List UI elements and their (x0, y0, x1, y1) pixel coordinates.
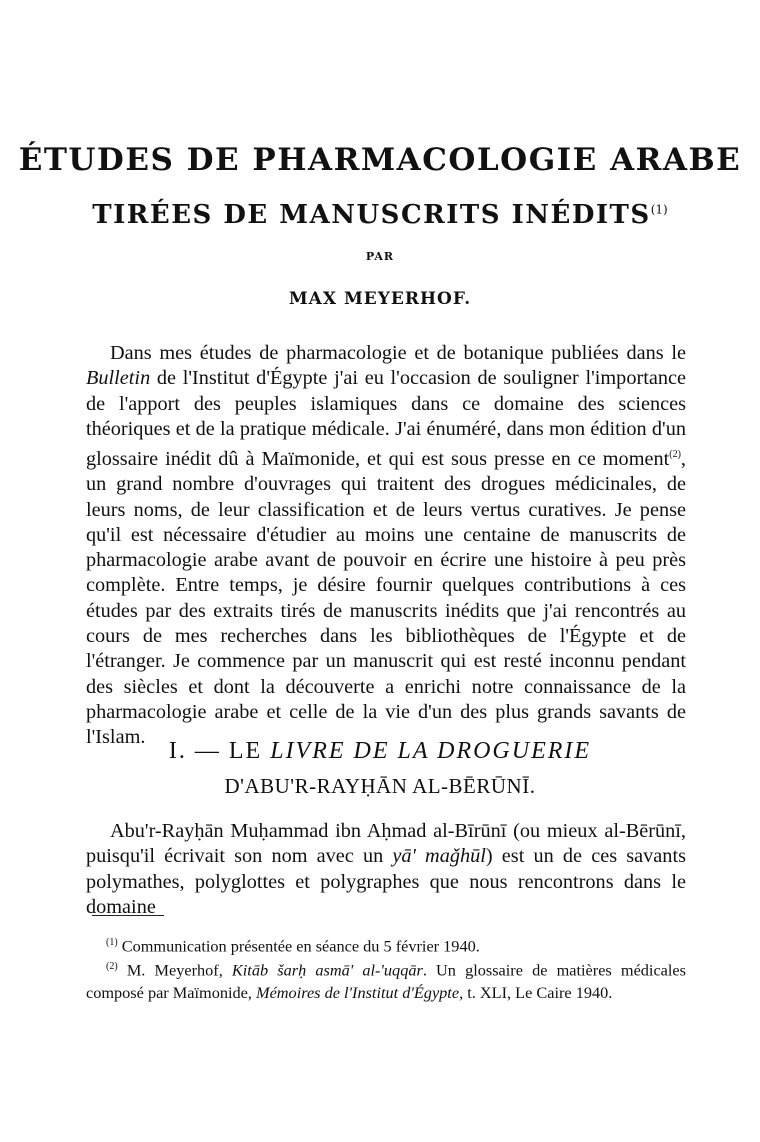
footnote-1-mark: (1) (106, 937, 118, 948)
article-title-line-1: ÉTUDES DE PHARMACOLOGIE ARABE (18, 142, 742, 178)
ya-maghul-term: yā' maǧhūl (392, 845, 486, 868)
section-paragraph (86, 819, 686, 920)
footnote-2-journal: Mémoires de l'Institut d'Égypte (256, 982, 460, 1002)
section-subheading: D'ABU'R-RAYḤĀN AL-BĒRŪNĪ. (224, 774, 536, 798)
article-title (0, 142, 760, 178)
footnote-2-mark: (2) (106, 961, 118, 972)
footnote-2-book-title: Kitāb šarḥ asmā' al-'uqqār (231, 960, 423, 980)
footnote-ref-1[interactable]: (1) (650, 202, 668, 217)
footnote-ref-2[interactable]: (2) (669, 449, 681, 461)
bulletin-title: Bulletin (86, 367, 151, 390)
intro-paragraph (86, 341, 686, 751)
footnote-2 (86, 956, 686, 1004)
section-text-start: Abu'r-Rayḥān Muḥammad ibn Aḥmad al-Bīrūnī (ou mieux al-Bērūnī, puisqu'il écrivait son nom avec un (86, 820, 686, 868)
footnote-2-middle: . Un glossaire de matières médicales composé par Maïmonide, (86, 960, 686, 1002)
intro-text-end: , un grand nombre d'ouvrages qui traitent des drogues médicinales, de leurs noms, de leur classification et de leurs vertus curatives. Je pense qu'il est nécessaire d'étudier au moins une centaine de manuscrits de pharmacologie arabe avant de pouvoir en écrire une histoire à peu près complète. Entre temps, je désire fournir quelques contributions à ces études par des extraits tirés de manuscrits inédits que j'ai rencontrés au cours de mes recherches dans les bibliothèques de l'Égypte et de l'étranger. Je commence par un manuscrit qui est resté inconnu pendant des siècles et dont la découverte a enrichi notre connaissance de la pharmacologie arabe et celle de la vie d'un des plus grands savants de l'Islam. (86, 447, 686, 749)
article-title-line-2: TIRÉES DE MANUSCRITS INÉDITS (92, 200, 651, 230)
footnote-1-text: Communication présentée en séance du 5 février 1940. (117, 936, 480, 956)
intro-text-start: Dans mes études de pharmacologie et de botanique publiées dans le (110, 342, 686, 364)
article-subtitle (0, 200, 760, 230)
footnote-2-author: M. Meyerhof, (117, 960, 232, 980)
footnote-2-end: , t. XLI, Le Caire 1940. (459, 982, 613, 1002)
byline-par: PAR (365, 250, 395, 263)
section-text-end: ) est un de ces savants polymathes, polyglottes et polygraphes que nous rencontrons dans le domaine (86, 845, 686, 918)
author-name: MAX MEYERHOF. (288, 289, 472, 309)
intro-text-middle: de l'Institut d'Égypte j'ai eu l'occasion de souligner l'importance de l'apport des peuples islamiques dans ce domaine des sciences théoriques et de la pratique médicale. J'ai énuméré, dans mon édition d'un glossaire inédit dû à Maïmonide, et qui est sous presse en ce moment (86, 367, 686, 470)
section-title-italic: LIVRE DE LA DROGUERIE (270, 738, 592, 764)
footnote-1 (86, 932, 686, 958)
section-number: I. — LE (168, 738, 271, 764)
footnote-divider (92, 915, 164, 916)
section-heading (0, 738, 760, 765)
